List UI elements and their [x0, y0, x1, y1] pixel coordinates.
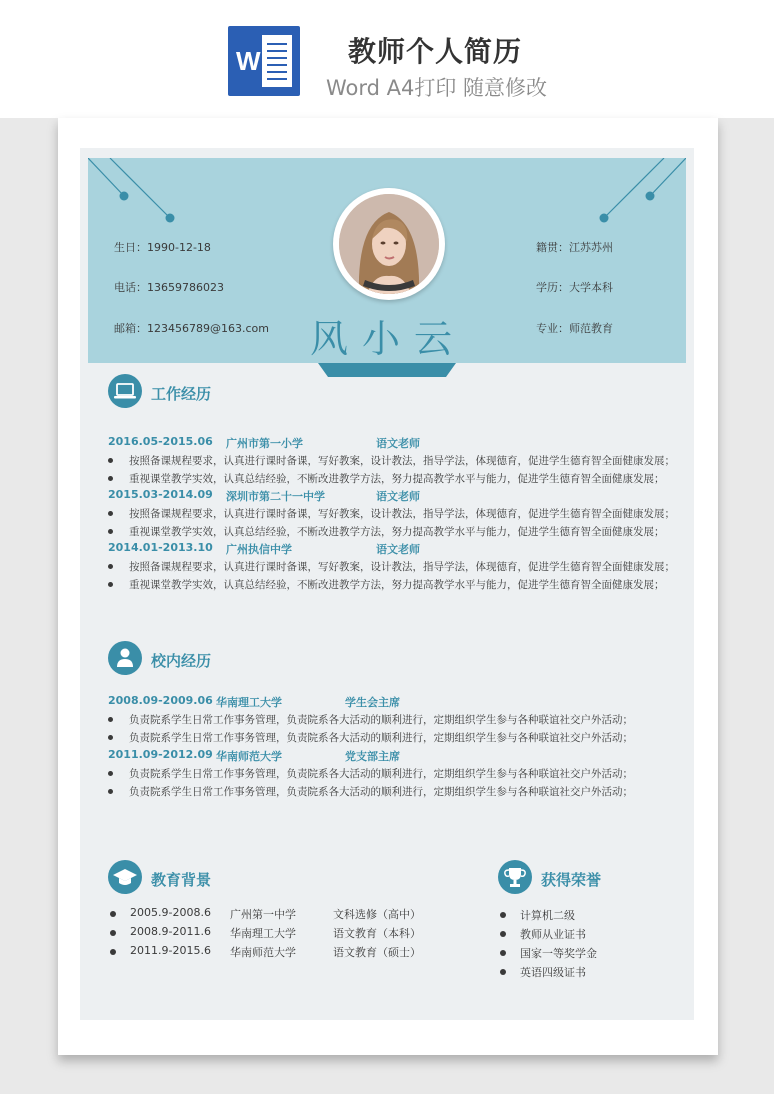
work-period: 2016.05-2015.06 — [108, 435, 213, 448]
campus-item: 负责院系学生日常工作事务管理，负责院系各大活动的顺利进行，定期组织学生参与各种联谊社交户外活动； — [129, 732, 633, 744]
work-org: 广州执信中学 — [226, 543, 292, 556]
work-org: 深圳市第二十一中学 — [226, 490, 325, 503]
campus-org: 华南师范大学 — [216, 750, 282, 763]
banner-title: 教师个人简历 — [348, 35, 523, 68]
education-school: 广州第一中学 — [230, 908, 296, 921]
bullet-dot — [500, 912, 506, 918]
email-text: 邮箱：123456789@163.com — [114, 322, 269, 335]
education-period: 2011.9-2015.6 — [130, 944, 211, 957]
work-item: 重视课堂教学实效，认真总结经验，不断改进教学方法，努力提高教学水平与能力，促进学生德育智全面健康发展； — [129, 526, 665, 538]
work-item: 按照备课规程要求，认真进行课时备课，写好教案，设计教法，指导学法，体现德育，促进学生德育智全面健康发展； — [129, 561, 675, 573]
education-level-text: 学历：大学本科 — [536, 281, 613, 294]
phone-text: 电话：13659786023 — [114, 281, 224, 294]
top-banner — [0, 0, 774, 118]
campus-role: 学生会主席 — [345, 696, 400, 709]
work-period: 2014.01-2013.10 — [108, 541, 213, 554]
trophy-icon — [498, 860, 532, 894]
campus-org: 华南理工大学 — [216, 696, 282, 709]
banner-subtitle: Word A4打印 随意修改 — [326, 76, 548, 100]
work-period: 2015.03-2014.09 — [108, 488, 213, 501]
honor-item: 教师从业证书 — [520, 928, 586, 941]
bullet-dot — [500, 969, 506, 975]
avatar-frame — [333, 188, 445, 300]
full-name: 风小云 — [309, 317, 466, 361]
resume-paper — [58, 118, 718, 1055]
work-role: 语文老师 — [376, 490, 420, 503]
campus-role: 党支部主席 — [345, 750, 400, 763]
resume-sheet — [80, 148, 694, 1020]
campus-item: 负责院系学生日常工作事务管理，负责院系各大活动的顺利进行，定期组织学生参与各种联谊社交户外活动； — [129, 714, 633, 726]
work-role: 语文老师 — [376, 437, 420, 450]
education-period: 2008.9-2011.6 — [130, 925, 211, 938]
education-period: 2005.9-2008.6 — [130, 906, 211, 919]
campus-item: 负责院系学生日常工作事务管理，负责院系各大活动的顺利进行，定期组织学生参与各种联谊社交户外活动； — [129, 768, 633, 780]
work-section-title: 工作经历 — [151, 385, 212, 403]
education-school: 华南师范大学 — [230, 946, 296, 959]
laptop-icon — [108, 374, 142, 408]
avatar — [339, 194, 439, 294]
education-section-title: 教育背景 — [151, 871, 212, 889]
honor-item: 国家一等奖学金 — [520, 947, 597, 960]
origin-text: 籍贯：江苏苏州 — [536, 241, 613, 254]
work-item: 按照备课规程要求，认真进行课时备课，写好教案，设计教法，指导学法，体现德育，促进学生德育智全面健康发展； — [129, 508, 675, 520]
honor-item: 计算机二级 — [520, 909, 575, 922]
bullet-dot — [500, 931, 506, 937]
person-icon — [108, 641, 142, 675]
word-document-icon — [228, 26, 300, 96]
word-letter: W — [236, 46, 261, 76]
work-item: 按照备课规程要求，认真进行课时备课，写好教案，设计教法，指导学法，体现德育，促进学生德育智全面健康发展； — [129, 455, 675, 467]
campus-item: 负责院系学生日常工作事务管理，负责院系各大活动的顺利进行，定期组织学生参与各种联谊社交户外活动； — [129, 786, 633, 798]
work-role: 语文老师 — [376, 543, 420, 556]
work-org: 广州市第一小学 — [226, 437, 303, 450]
major-text: 专业：师范教育 — [536, 322, 613, 335]
honor-item: 英语四级证书 — [520, 966, 586, 979]
honors-section-title: 获得荣誉 — [541, 871, 602, 889]
education-school: 华南理工大学 — [230, 927, 296, 940]
bullet-dot — [110, 911, 116, 917]
work-item: 重视课堂教学实效，认真总结经验，不断改进教学方法，努力提高教学水平与能力，促进学生德育智全面健康发展； — [129, 473, 665, 485]
education-major: 语文教育（本科） — [333, 927, 421, 940]
education-major: 文科选修（高中） — [333, 908, 421, 921]
word-page-shape — [262, 35, 292, 87]
campus-section-title: 校内经历 — [151, 652, 212, 670]
education-major: 语文教育（硕士） — [333, 946, 421, 959]
campus-period: 2011.09-2012.09 — [108, 748, 213, 761]
birthday-text: 生日：1990-12-18 — [114, 241, 211, 254]
profile-header — [88, 158, 686, 363]
work-item: 重视课堂教学实效，认真总结经验，不断改进教学方法，努力提高教学水平与能力，促进学生德育智全面健康发展； — [129, 579, 665, 591]
graduation-cap-icon — [108, 860, 142, 894]
bullet-dot — [500, 950, 506, 956]
bullet-dot — [110, 930, 116, 936]
campus-period: 2008.09-2009.06 — [108, 694, 213, 707]
name-tab-ribbon — [318, 363, 458, 377]
bullet-dot — [110, 949, 116, 955]
